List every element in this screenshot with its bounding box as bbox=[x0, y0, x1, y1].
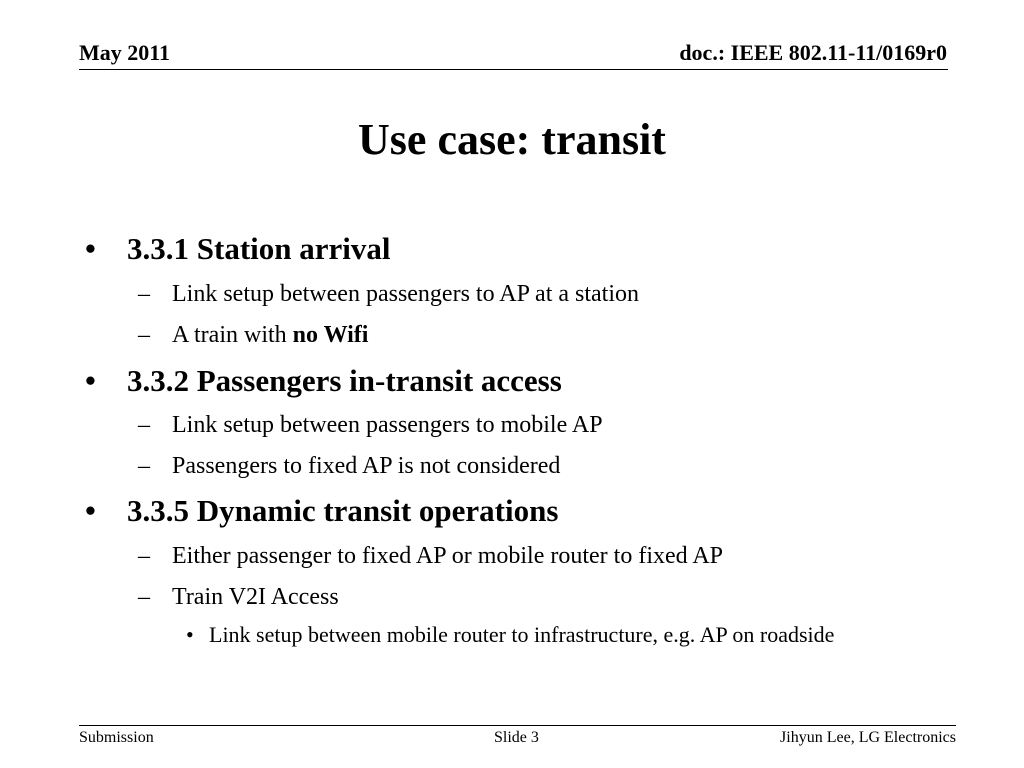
sub-bullet-text: Passengers to fixed AP is not considered bbox=[172, 453, 561, 479]
bullet-marker: • bbox=[85, 363, 96, 398]
sub-bullet-text: Train V2I Access bbox=[172, 584, 339, 610]
bullet-text: 3.3.2 Passengers in-transit access bbox=[127, 363, 562, 398]
footer-submission: Submission bbox=[79, 729, 154, 746]
header-doc-id: doc.: IEEE 802.11-11/0169r0 bbox=[679, 40, 947, 65]
footer-author: Jihyun Lee, LG Electronics bbox=[780, 729, 956, 746]
dash-marker: – bbox=[138, 543, 150, 569]
bullet-marker: • bbox=[186, 622, 194, 647]
bullet-marker: • bbox=[85, 231, 96, 266]
slide-title: Use case: transit bbox=[358, 115, 666, 164]
header-divider bbox=[79, 69, 948, 70]
sub-bullet-text: Link setup between passengers to mobile AP bbox=[172, 412, 603, 438]
dash-marker: – bbox=[138, 322, 150, 348]
dash-marker: – bbox=[138, 584, 150, 610]
bullet-text: 3.3.1 Station arrival bbox=[127, 231, 391, 266]
sub-bullet-text: Link setup between passengers to AP at a station bbox=[172, 281, 640, 307]
dash-marker: – bbox=[138, 453, 150, 479]
dash-marker: – bbox=[138, 281, 150, 307]
bullet-marker: • bbox=[85, 493, 96, 528]
sub-sub-bullet-text: Link setup between mobile router to infrastructure, e.g. AP on roadside bbox=[209, 622, 835, 647]
sub-bullet-text: Either passenger to fixed AP or mobile router to fixed AP bbox=[172, 543, 724, 569]
dash-marker: – bbox=[138, 412, 150, 438]
footer-divider bbox=[79, 725, 956, 726]
sub-bullet-text bbox=[172, 319, 368, 351]
sub-bullet-text-bold: no Wifi bbox=[292, 322, 369, 348]
sub-bullet-text-plain: A train with bbox=[172, 322, 293, 348]
bullet-text: 3.3.5 Dynamic transit operations bbox=[127, 493, 559, 528]
header-date: May 2011 bbox=[79, 40, 171, 65]
footer-slide-number: Slide 3 bbox=[494, 729, 539, 746]
